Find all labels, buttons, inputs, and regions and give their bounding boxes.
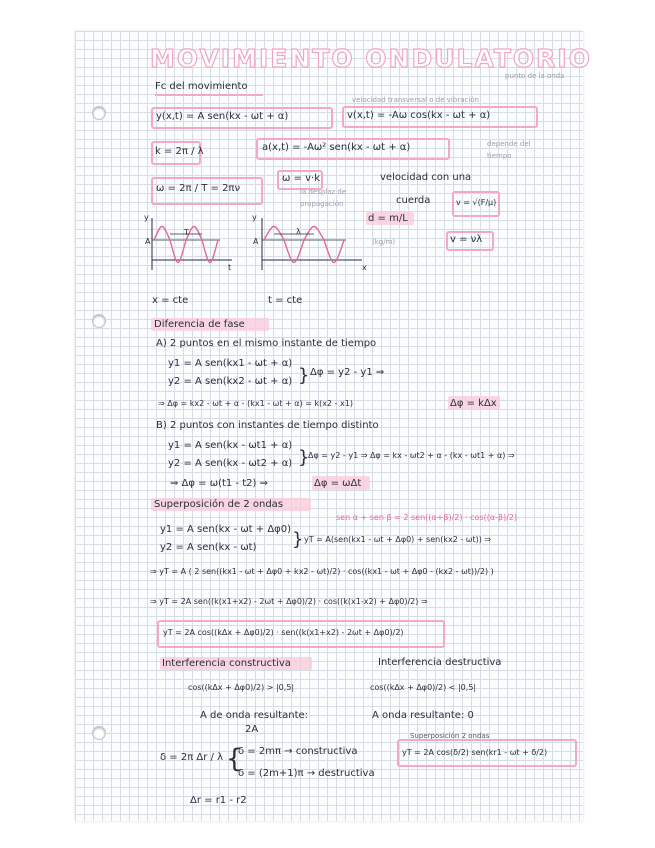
graph2-lambda: λ: [296, 227, 301, 236]
eq-v: v(x,t) = -Aω cos(kx - ωt + α): [347, 110, 491, 121]
graph2-label: t = cte: [268, 295, 303, 306]
int-const-title: Interferencia constructiva: [162, 658, 291, 669]
eq-d: d = m/L: [368, 213, 408, 224]
graph-t-cte: [250, 212, 370, 292]
graph2-A: A: [253, 237, 259, 246]
sup-result: yT = 2A cos((kΔx + Δφ0)/2) · sen((k(x1+x2) - 2ωt + Δφ0)/2): [163, 628, 404, 637]
sup2-title: Superposición 2 ondas: [410, 732, 490, 740]
punch-hole: [92, 106, 106, 120]
int-const-val: 2A: [245, 724, 259, 735]
delta-c1: δ = 2mπ → constructiva: [238, 746, 358, 757]
graph1-y: y: [144, 213, 149, 222]
delta-def: δ = 2π Δr / λ: [160, 752, 224, 763]
dif-b-line: ⇒ Δφ = ω(t1 - t2) ⇒: [170, 478, 268, 489]
dif-a-y1: y1 = A sen(kx1 - ωt + α): [168, 358, 293, 369]
dif-a-result: Δφ = kΔx: [450, 398, 497, 409]
graph2-y: y: [252, 213, 257, 222]
dif-a-title: A) 2 puntos en el mismo instante de tiempo: [156, 338, 377, 349]
int-dest-cond: cos((kΔx + Δφ0)/2) < |0,5|: [370, 683, 477, 692]
punch-hole: [92, 314, 106, 328]
note-punto: punto de la onda: [505, 72, 565, 80]
brace: }: [298, 365, 310, 386]
int-dest-res: A onda resultante: 0: [372, 710, 474, 721]
sup-line2: ⇒ yT = 2A sen((k(x1+x2) - 2ωt + Δφ0)/2) · cos((k(x1-x2) + Δφ0)/2) ⇒: [150, 597, 428, 606]
sup2-result: yT = 2A cos(δ/2) sen(kr1 - ωt + δ/2): [402, 748, 548, 757]
dif-b-result: Δφ = ωΔt: [314, 478, 362, 489]
dif-b-dphi: Δφ = y2 - y1 ⇒ Δφ = kx - ωt2 + α - (kx - ωt1 + α) ⇒: [308, 451, 515, 460]
dif-a-line: ⇒ Δφ = kx2 - ωt + α - (kx1 - ωt + α) = k(x2 - x1): [158, 399, 353, 408]
sup-y1: y1 = A sen(kx - ωt + Δφ0): [160, 524, 292, 535]
sup-yT: yT = A(sen(kx1 - ωt + Δφ0) + sen(kx2 - ωt)) ⇒: [304, 535, 492, 544]
note-depende: depende del tiempo: [487, 140, 531, 160]
punch-hole: [92, 726, 106, 740]
eq-a: a(x,t) = -Aω² sen(kx - ωt + α): [262, 142, 411, 153]
delta-c2: δ = (2m+1)π → destructiva: [238, 768, 375, 779]
graph1-T: T: [184, 228, 189, 237]
dif-a-dphi: Δφ = y2 - y1 ⇒: [310, 367, 385, 378]
int-dest-title: Interferencia destructiva: [378, 657, 502, 668]
eq-vnl: v = νλ: [450, 234, 483, 245]
note-velocidad: velocidad transversal o de vibración: [352, 96, 479, 104]
dr: Δr = r1 - r2: [190, 795, 247, 806]
int-const-res: A de onda resultante:: [200, 710, 309, 721]
dif-a-y2: y2 = A sen(kx2 - ωt + α): [168, 376, 293, 387]
dif-b-y2: y2 = A sen(kx - ωt2 + α): [168, 458, 293, 469]
vel-cuerda-1: velocidad con una: [380, 172, 472, 183]
eq-vcuerda: v = √(F/μ): [456, 198, 497, 207]
graph1-t: t: [228, 263, 232, 272]
sup-y2: y2 = A sen(kx - ωt): [160, 542, 257, 553]
page-title: MOVIMIENTO ONDULATORIO: [150, 44, 592, 73]
dif-b-title: B) 2 puntos con instantes de tiempo distinto: [156, 420, 379, 431]
graph2-x: x: [362, 263, 367, 272]
eq-wvk: ω = v·k: [282, 173, 320, 184]
int-const-cond: cos((kΔx + Δφ0)/2) > |0,5|: [188, 683, 295, 692]
graph1-A: A: [145, 237, 151, 246]
dif-b-y1: y1 = A sen(kx - ωt1 + α): [168, 440, 293, 451]
graph-x-cte: [140, 212, 240, 292]
sup-line1: ⇒ yT = A ( 2 sen((kx1 - ωt + Δφ0 + kx2 - ωt)/2) · cos((kx1 - ωt + Δφ0 - (kx2 - ωt))/2) ): [150, 567, 494, 576]
section-sup: Superposición de 2 ondas: [154, 499, 284, 510]
vel-cuerda-2: cuerda: [396, 195, 431, 206]
brace: {: [226, 744, 243, 774]
section-dif: Diferencia de fase: [154, 319, 245, 330]
eq-y: y(x,t) = A sen(kx - ωt + α): [156, 111, 289, 122]
section-fc: Fc del movimiento: [155, 81, 248, 92]
identity: sen α + sen β = 2 sen((α+β)/2) · cos((α-β)/2): [336, 513, 518, 522]
underline: [155, 94, 263, 96]
unit-d: (kg/m): [372, 238, 396, 246]
brace: }: [298, 447, 310, 468]
eq-w: ω = 2π / T = 2πν: [156, 183, 241, 194]
note-desplaz: la desplaz de propagación: [300, 188, 347, 208]
brace: }: [292, 529, 304, 550]
graph1-label: x = cte: [152, 295, 189, 306]
eq-k: k = 2π / λ: [155, 146, 204, 157]
